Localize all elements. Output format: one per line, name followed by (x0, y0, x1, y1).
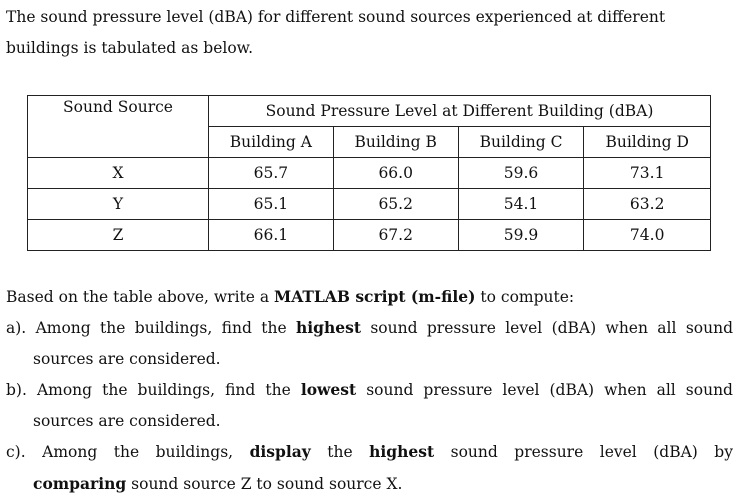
value-cell: 54.1 (458, 189, 584, 220)
building-group-header: Sound Pressure Level at Different Building (dBA) (209, 96, 711, 127)
building-a-header: Building A (209, 127, 334, 158)
sound-source-header: Sound Source (28, 96, 209, 158)
value-cell: 65.1 (209, 189, 334, 220)
display-emphasis: display (249, 442, 311, 461)
source-cell: Y (28, 189, 209, 220)
highest-emphasis: highest (369, 442, 435, 461)
question-a: a). Among the buildings, find the highest sound pressure level (dBA) when all sound sources are considered. (6, 318, 733, 368)
value-cell: 65.2 (333, 189, 458, 220)
value-cell: 66.0 (333, 158, 458, 189)
table-row-x (28, 158, 711, 189)
table-header-row (28, 96, 711, 127)
highest-emphasis: highest (295, 318, 361, 337)
sound-pressure-table (27, 95, 711, 251)
value-cell: 66.1 (209, 220, 334, 251)
table-row-z (28, 220, 711, 251)
source-cell: X (28, 158, 209, 189)
question-b: b). Among the buildings, find the lowest sound pressure level (dBA) when all sound sources are considered. (6, 380, 733, 430)
task-statement: Based on the table above, write a MATLAB script (m-file) to compute: (6, 287, 575, 306)
value-cell: 74.0 (584, 220, 711, 251)
building-b-header: Building B (333, 127, 458, 158)
lowest-emphasis: lowest (300, 380, 357, 399)
table-row-y (28, 189, 711, 220)
intro-paragraph (6, 2, 732, 64)
value-cell: 63.2 (584, 189, 711, 220)
intro-line-1: The sound pressure level (dBA) for different sound sources experienced at different (6, 8, 666, 26)
question-c: c). Among the buildings, display the highest sound pressure level (dBA) by comparing sound source Z to sound source X. (6, 442, 733, 493)
value-cell: 67.2 (333, 220, 458, 251)
value-cell: 65.7 (209, 158, 334, 189)
value-cell: 59.6 (458, 158, 584, 189)
source-cell: Z (28, 220, 209, 251)
value-cell: 73.1 (584, 158, 711, 189)
matlab-script-emphasis: MATLAB script (m-file) (274, 287, 476, 306)
building-c-header: Building C (458, 127, 584, 158)
building-d-header: Building D (584, 127, 711, 158)
comparing-emphasis: comparing (33, 474, 127, 493)
value-cell: 59.9 (458, 220, 584, 251)
intro-line-2: buildings is tabulated as below. (6, 39, 254, 57)
